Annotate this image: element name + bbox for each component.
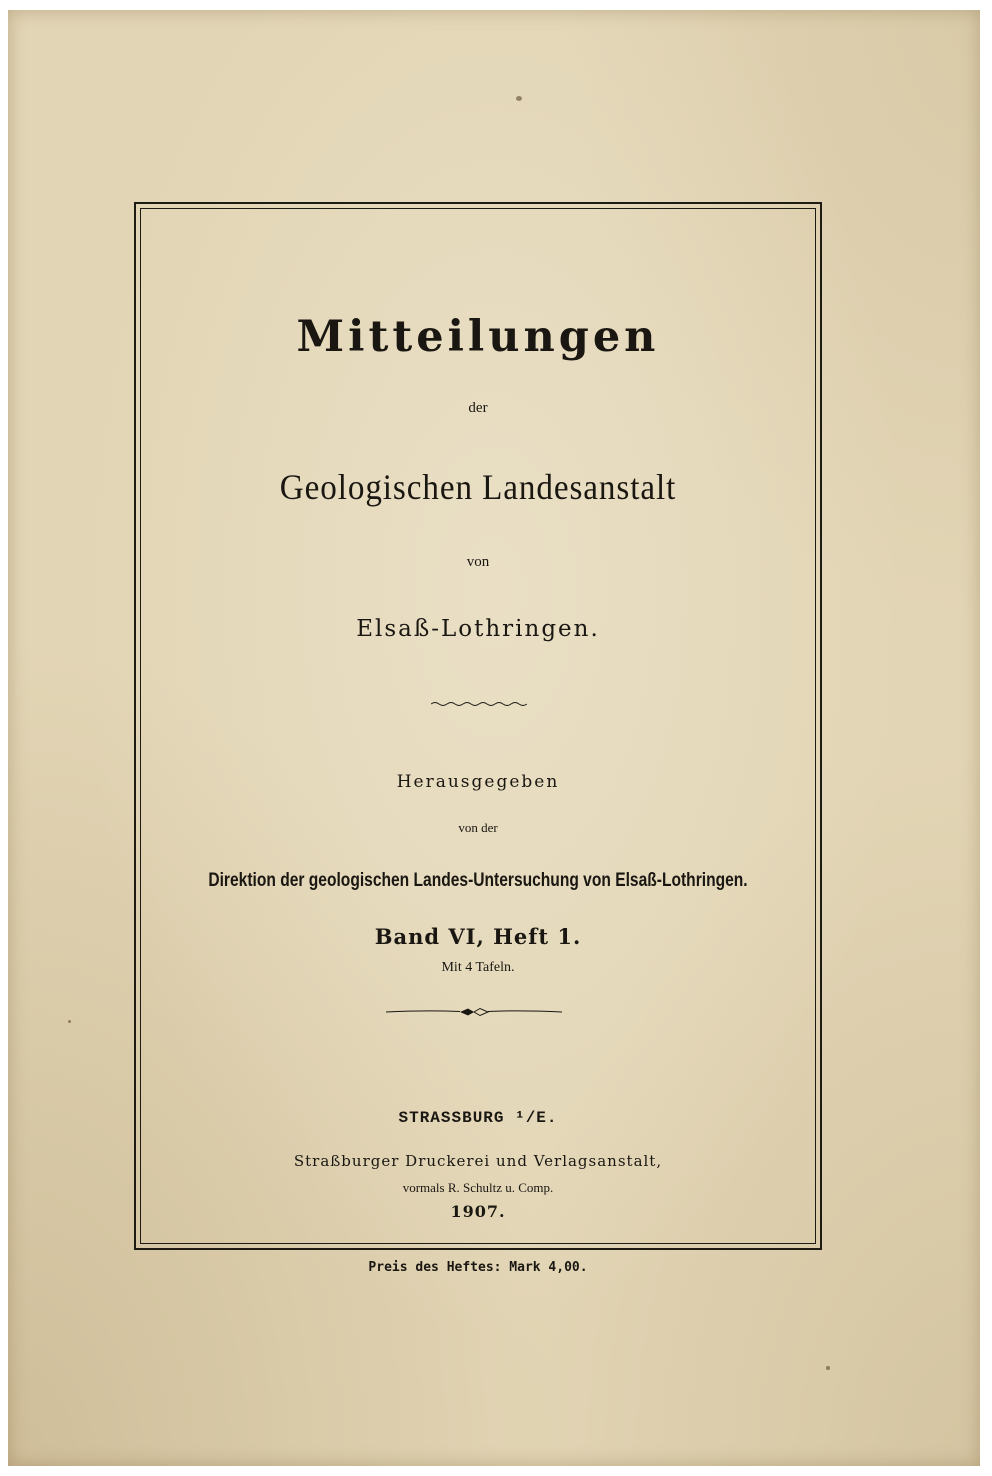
connector-der: der [468,400,488,416]
publisher-name: Straßburger Druckerei und Verlagsanstalt, [293,1152,663,1170]
publisher-former-name: vormals R. Schultz u. Comp. [402,1180,554,1195]
book-cover [8,10,980,1466]
paper-speck [516,96,522,101]
title-frame-inner-rule [140,208,816,1244]
volume-issue: Band VI, Heft 1. [374,924,582,949]
paper-speck [68,1020,71,1023]
region-name: Elsaß-Lothringen. [356,616,600,642]
publication-city: STRASSBURG ¹/E. [398,1109,558,1127]
wavy-rule-ornament [431,700,527,708]
connector-von-der: von der [458,820,498,835]
publication-year: 1907. [450,1202,506,1221]
series-title: Mitteilungen [296,312,660,362]
diamond-rule-ornament [386,1004,562,1020]
paper-speck [826,1366,830,1370]
editor-intro: Herausgegeben [396,772,560,792]
connector-von: von [466,554,490,570]
plates-note: Mit 4 Tafeln. [441,960,515,975]
issue-price: Preis des Heftes: Mark 4,00. [368,1260,588,1275]
editor-name: Direktion der geologischen Landes-Untersuchung von Elsaß-Lothringen. [208,870,748,891]
institution-name: Geologischen Landesanstalt [279,467,677,507]
title-frame [134,202,822,1250]
